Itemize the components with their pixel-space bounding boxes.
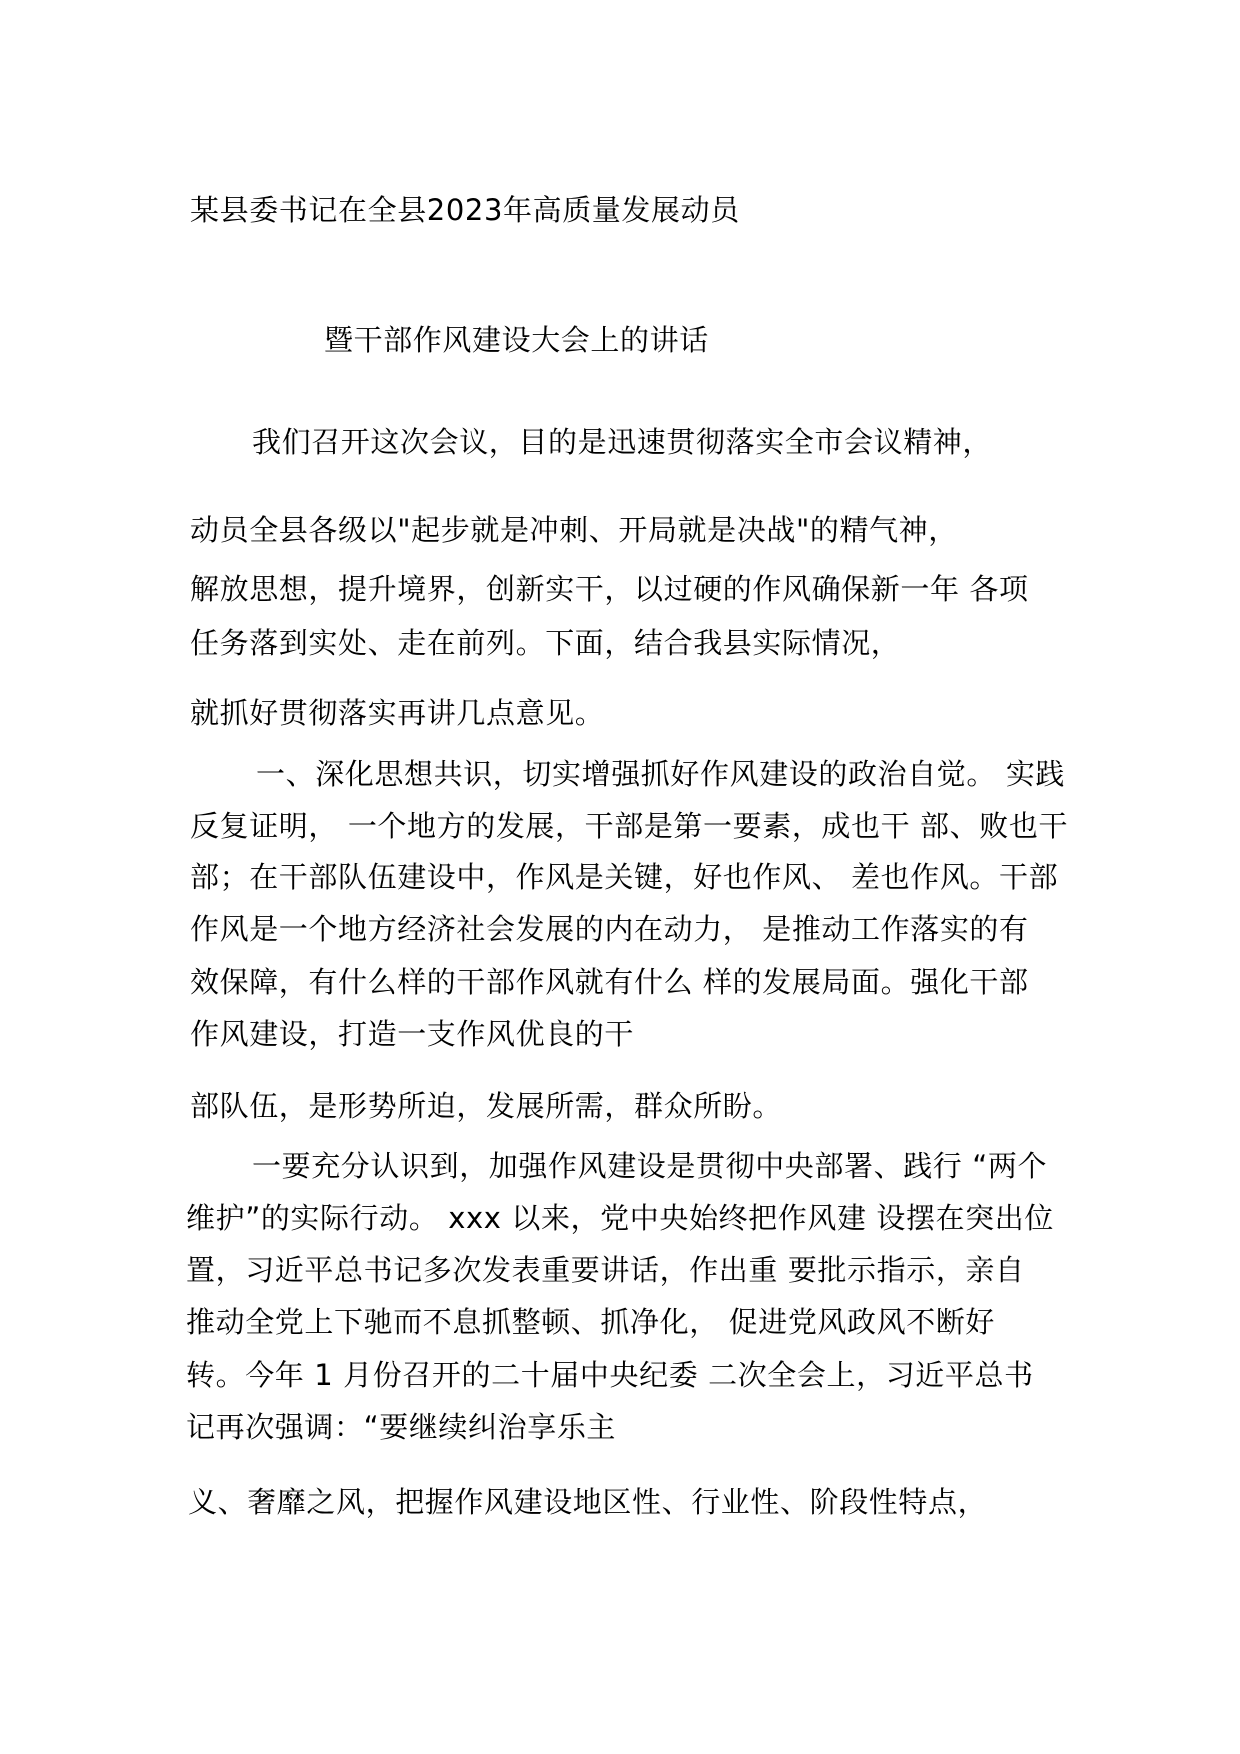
paragraph-line: 作风建设，打造一支作风优良的干	[190, 1017, 635, 1051]
paragraph-line: 部队伍，是形势所迫，发展所需，群众所盼。	[190, 1089, 783, 1123]
paragraph-line: 作风是一个地方经济社会发展的内在动力， 是推动工作落实的有	[190, 912, 1029, 946]
paragraph-line: 任务落到实处、走在前列。下面，结合我县实际情况，	[190, 626, 901, 660]
paragraph-line: 一要充分认识到，加强作风建设是贯彻中央部署、践行 “两个	[252, 1149, 1048, 1183]
paragraph-line: 动员全县各级以"起步就是冲刺、开局就是决战"的精气神，	[190, 513, 958, 547]
paragraph-line: 就抓好贯彻落实再讲几点意见。	[190, 696, 605, 730]
paragraph-line: 我们召开这次会议，目的是迅速贯彻落实全市会议精神，	[252, 425, 993, 459]
paragraph-line: 义、奢靡之风，把握作风建设地区性、行业性、阶段性特点，	[188, 1485, 988, 1519]
paragraph-line: 部；在干部队伍建设中，作风是关键，好也作风、 差也作风。干部	[190, 860, 1059, 894]
paragraph-line: 一、深化思想共识，切实增强抓好作风建设的政治自觉。 实践	[256, 757, 1066, 791]
paragraph-line: 解放思想，提升境界，创新实干，以过硬的作风确保新一年 各项	[190, 572, 1029, 606]
paragraph-line: 效保障，有什么样的干部作风就有什么 样的发展局面。强化干部	[190, 965, 1029, 999]
paragraph-line: 置，习近平总书记多次发表重要讲话，作出重 要批示指示，亲自	[186, 1253, 1025, 1287]
title-line-2: 暨干部作风建设大会上的讲话	[324, 323, 709, 357]
paragraph-line: 转。今年 1 月份召开的二十届中央纪委 二次全会上，习近平总书	[186, 1358, 1034, 1392]
title-line-1: 某县委书记在全县2023年高质量发展动员	[190, 193, 740, 227]
paragraph-line: 维护”的实际行动。 xxx 以来，党中央始终把作风建 设摆在突出位	[186, 1201, 1054, 1235]
paragraph-line: 推动全党上下驰而不息抓整顿、抓净化， 促进党风政风不断好	[186, 1305, 996, 1339]
paragraph-line: 反复证明， 一个地方的发展，干部是第一要素，成也干 部、败也干	[190, 809, 1069, 843]
paragraph-line: 记再次强调：“要继续纠治享乐主	[186, 1410, 617, 1444]
